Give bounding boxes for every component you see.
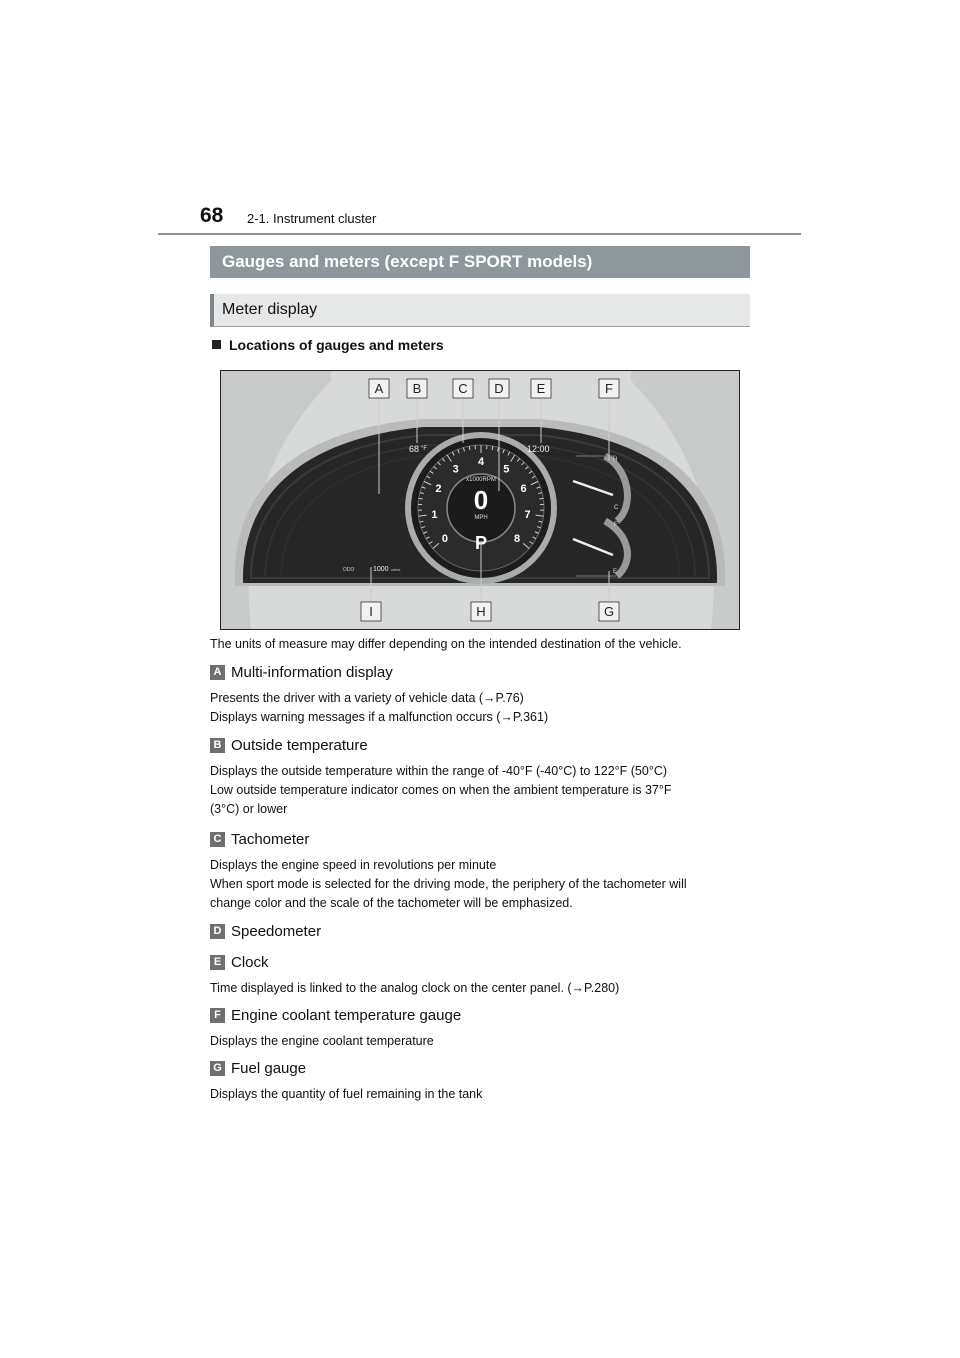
item-heading [210,1060,306,1078]
subheading-text: Locations of gauges and meters [229,337,444,353]
section-title: 2-1. Instrument cluster [247,211,377,226]
page-number: 68 [200,204,224,227]
item-badge: B [210,738,225,753]
item-title: Speedometer [231,923,322,940]
item-badge: D [210,924,225,939]
tach-number: 6 [520,483,527,496]
tach-number: 0 [441,533,449,546]
item-badge: G [210,1061,225,1076]
callout-label: B [412,381,422,396]
rpm-label: x1000RPM [466,477,496,483]
coolant-low-label: C [614,505,619,511]
fuel-empty-label: E [613,569,618,575]
item-description [210,762,672,819]
odo-label: ODO [343,567,355,573]
item-badge: E [210,955,225,970]
tach-tick [419,498,423,499]
callout-label: D [494,381,504,396]
description-line: change color and the scale of the tachometer will be emphasized. [210,896,573,910]
item-description [210,856,687,913]
description-line: Displays the engine speed in revolutions per minute [210,858,497,872]
item-badge: C [210,832,225,847]
figure-caption: The units of measure may differ depending on the intended destination of the vehicle. [210,637,682,651]
callout-label: E [536,381,546,396]
callout-label: G [603,604,615,619]
item-heading [210,923,321,941]
tach-number: 8 [513,533,521,546]
clock: 12:00 [527,444,550,454]
description-line: Time displayed is linked to the analog clock on the center panel. (→P.280) [210,981,620,995]
tach-number: 1 [431,509,438,522]
tach-number: 2 [435,483,442,496]
callout-label: C [458,381,468,396]
fuel-full-label: F [614,522,618,528]
square-bullet-icon [212,340,221,349]
description-line: Low outside temperature indicator comes on when the ambient temperature is 37°F [210,783,672,797]
tach-number: 3 [452,463,459,476]
odo-unit: miles [391,567,401,572]
item-description [210,1032,434,1051]
outside-temp: 68 [409,444,420,454]
description-line: Displays the engine coolant temperature [210,1034,434,1048]
callout-label: I [369,604,373,619]
header-rule [158,233,801,235]
tach-number: 4 [477,456,485,468]
item-badge: A [210,665,225,680]
item-heading [210,831,309,849]
item-title: Clock [231,954,269,971]
outside-temp-unit: °F [421,446,428,452]
item-title: Multi-information display [231,664,393,681]
callout-label: H [476,604,486,619]
instrument-cluster-figure [220,370,740,630]
item-description [210,979,619,998]
tach-number: 7 [524,509,531,522]
speed-unit: MPH [474,515,488,521]
description-line: (3°C) or lower [210,802,288,816]
item-description [210,1085,482,1104]
tach-tick [539,498,543,499]
section-banner: Gauges and meters (except F SPORT models) [210,246,750,278]
gear-indicator: P [474,533,488,553]
description-line: When sport mode is selected for the driving mode, the periphery of the tachometer will [210,877,687,891]
callout-label: A [374,381,384,396]
item-heading [210,737,368,755]
odo-value: 1000 [373,566,389,573]
item-title: Engine coolant temperature gauge [231,1007,462,1024]
description-line: Displays warning messages if a malfunction occurs (→P.361) [210,710,549,724]
item-badge: F [210,1008,225,1023]
item-description [210,689,548,727]
subheading [212,337,444,353]
item-heading [210,1007,461,1025]
item-heading [210,664,393,682]
tach-number: 5 [503,463,510,476]
item-title: Tachometer [231,831,310,848]
callout-label: F [605,381,613,396]
item-title: Outside temperature [231,737,368,754]
item-title: Fuel gauge [231,1060,307,1077]
description-line: Displays the quantity of fuel remaining in the tank [210,1087,483,1101]
speed-value: 0 [473,485,489,515]
coolant-high-label: H [613,457,618,463]
item-heading [210,954,269,972]
subsection-banner: Meter display [210,294,750,327]
description-line: Presents the driver with a variety of vehicle data (→P.76) [210,691,524,705]
description-line: Displays the outside temperature within the range of -40°F (-40°C) to 122°F (50°C) [210,764,668,778]
